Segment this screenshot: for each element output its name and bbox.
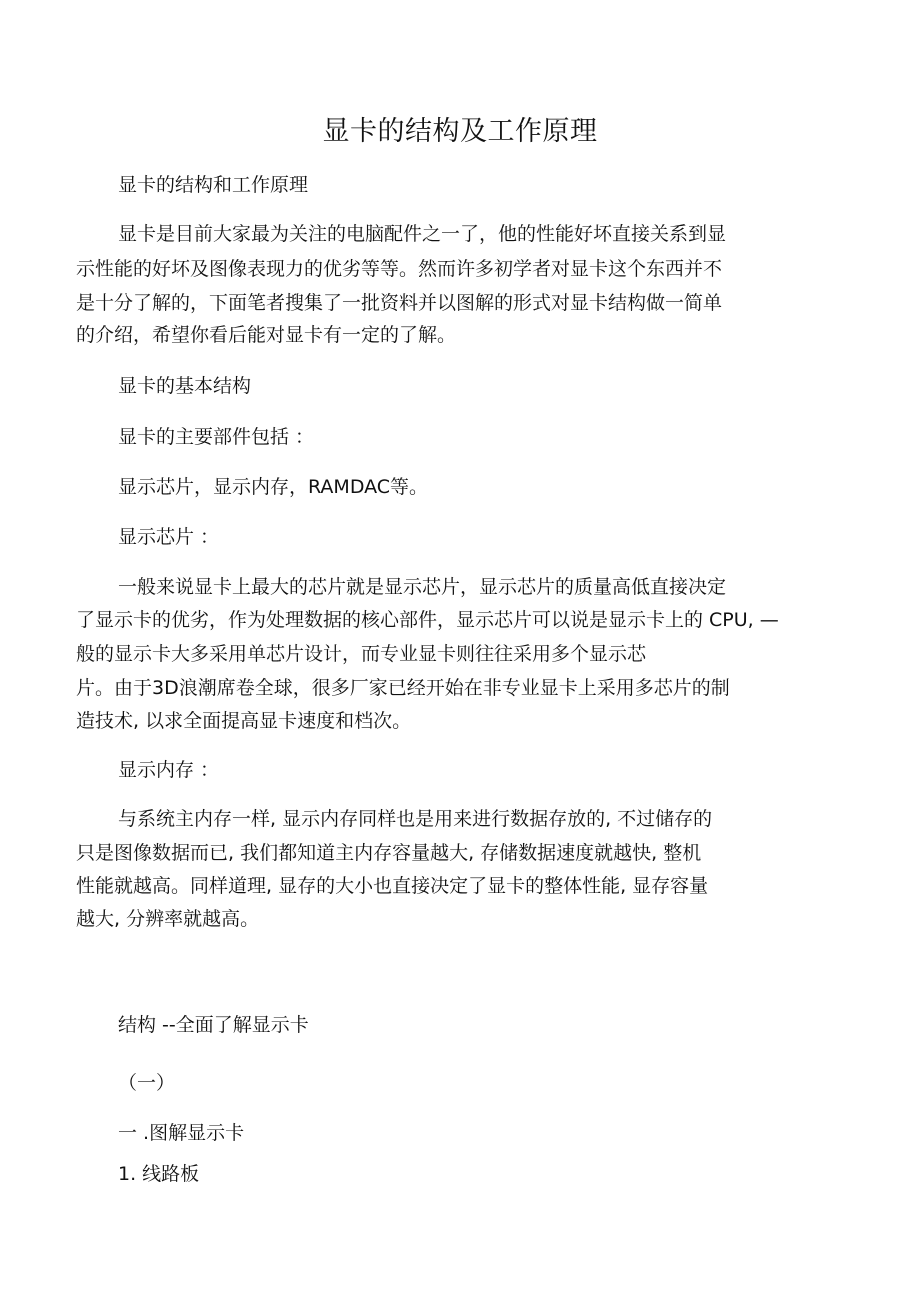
intro-line-3: 是十分了解的，下面笔者搜集了一批资料并以图解的形式对显卡结构做一简单 bbox=[76, 292, 723, 314]
intro-line-1: 显卡是目前大家最为关注的电脑配件之一了，他的性能好坏直接关系到显 bbox=[118, 223, 727, 245]
item-circuit-board: 1. 线路板 bbox=[118, 1163, 200, 1185]
chip-line-2: 了显示卡的优劣，作为处理数据的核心部件，显示芯片可以说是显示卡上的 CPU, — bbox=[76, 609, 779, 631]
chip-line-4: 片。由于3D浪潮席卷全球，很多厂家已经开始在非专业显卡上采用多芯片的制 bbox=[76, 677, 730, 699]
main-parts-list: 显示芯片，显示内存，RAMDAC等。 bbox=[118, 476, 429, 498]
chip-line-5: 造技术, 以求全面提高显卡速度和档次。 bbox=[76, 710, 412, 732]
intro-line-4: 的介绍，希望你看后能对显卡有一定的了解。 bbox=[76, 324, 457, 346]
intro-line-2: 示性能的好坏及图像表现力的优劣等等。然而许多初学者对显卡这个东西并不 bbox=[76, 258, 723, 280]
main-parts-label: 显卡的主要部件包括 ： bbox=[118, 426, 315, 448]
memory-line-1: 与系统主内存一样, 显示内存同样也是用来进行数据存放的, 不过储存的 bbox=[118, 808, 713, 830]
heading-display-memory: 显示内存 ： bbox=[118, 759, 220, 781]
heading-display-chip: 显示芯片 ： bbox=[118, 526, 220, 548]
chip-line-1: 一般来说显卡上最大的芯片就是显示芯片，显示芯片的质量高低直接决定 bbox=[118, 576, 727, 598]
heading-basic-structure: 显卡的基本结构 bbox=[118, 375, 252, 397]
chip-line-3: 般的显示卡大多采用单芯片设计，而专业显卡则往往采用多个显示芯 bbox=[76, 643, 647, 665]
memory-line-2: 只是图像数据而已, 我们都知道主内存容量越大, 存储数据速度就越快, 整机 bbox=[76, 842, 702, 864]
memory-line-4: 越大, 分辨率就越高。 bbox=[76, 908, 260, 930]
document-title: 显卡的结构及工作原理 bbox=[322, 116, 598, 147]
subtitle: 显卡的结构和工作原理 bbox=[118, 174, 309, 196]
subsection-title: 一 .图解显示卡 bbox=[118, 1122, 245, 1144]
memory-line-3: 性能就越高。同样道理, 显存的大小也直接决定了显卡的整体性能, 显存容量 bbox=[76, 875, 709, 897]
section-title: 结构 --全面了解显示卡 bbox=[118, 1014, 309, 1036]
section-number: （一） bbox=[118, 1072, 176, 1094]
